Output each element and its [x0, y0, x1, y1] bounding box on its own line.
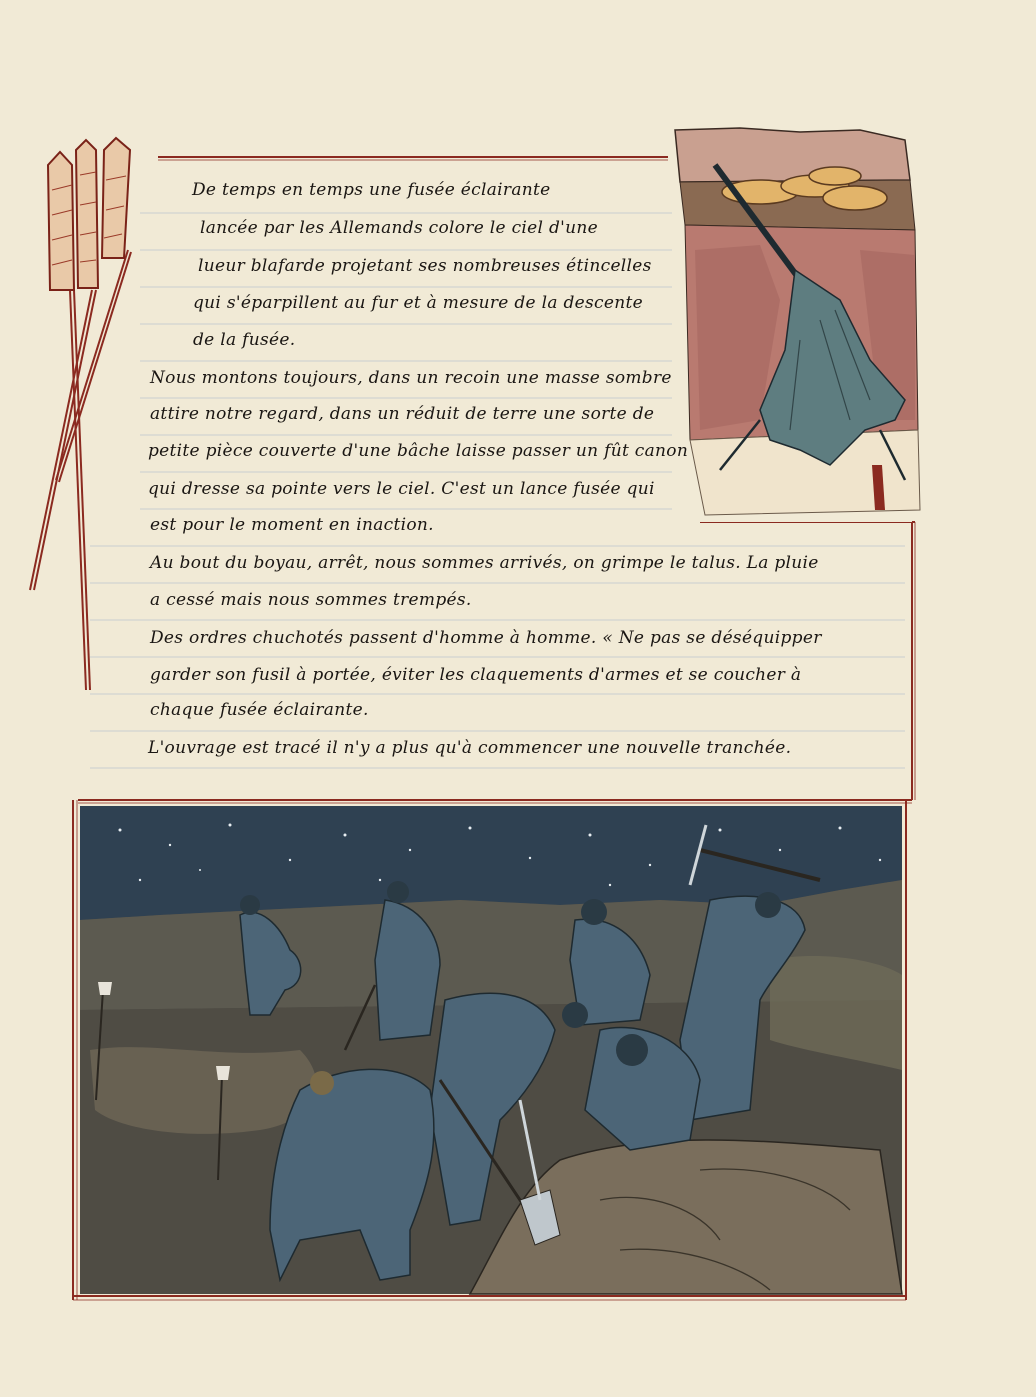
text-line: L'ouvrage est tracé il n'y a plus qu'à commencer une nouvelle tranchée.	[148, 738, 792, 758]
text-line: qui dresse sa pointe vers le ciel. C'est un lance fusée qui	[148, 479, 655, 499]
text-line: Des ordres chuchotés passent d'homme à homme. « Ne pas se déséquipper	[150, 628, 822, 648]
text-line: de la fusée.	[193, 330, 296, 350]
text-line: garder son fusil à portée, éviter les claquements d'armes et se coucher à	[150, 665, 802, 685]
night-trench-illustration	[80, 806, 902, 1294]
text-line: chaque fusée éclairante.	[150, 700, 369, 720]
text-line: qui s'éparpillent au fur et à mesure de la descente	[193, 293, 643, 313]
text-line: a cessé mais nous sommes trempés.	[150, 590, 472, 610]
text-line: est pour le moment en inaction.	[150, 515, 434, 535]
text-line: attire notre regard, dans un réduit de terre une sorte de	[150, 404, 655, 424]
text-line: Au bout du boyau, arrêt, nous sommes arrivés, on grimpe le talus. La pluie	[150, 553, 819, 573]
rocket-launcher-illustration	[672, 128, 920, 522]
text-line: petite pièce couverte d'une bâche laisse passer un fût canon	[148, 441, 689, 461]
text-line: De temps en temps une fusée éclairante	[192, 180, 551, 200]
signal-rockets-icon	[30, 138, 131, 690]
text-line: lueur blafarde projetant ses nombreuses étincelles	[198, 256, 652, 276]
text-line: lancée par les Allemands colore le ciel d'une	[200, 218, 598, 238]
text-line: Nous montons toujours, dans un recoin une masse sombre	[150, 368, 672, 388]
